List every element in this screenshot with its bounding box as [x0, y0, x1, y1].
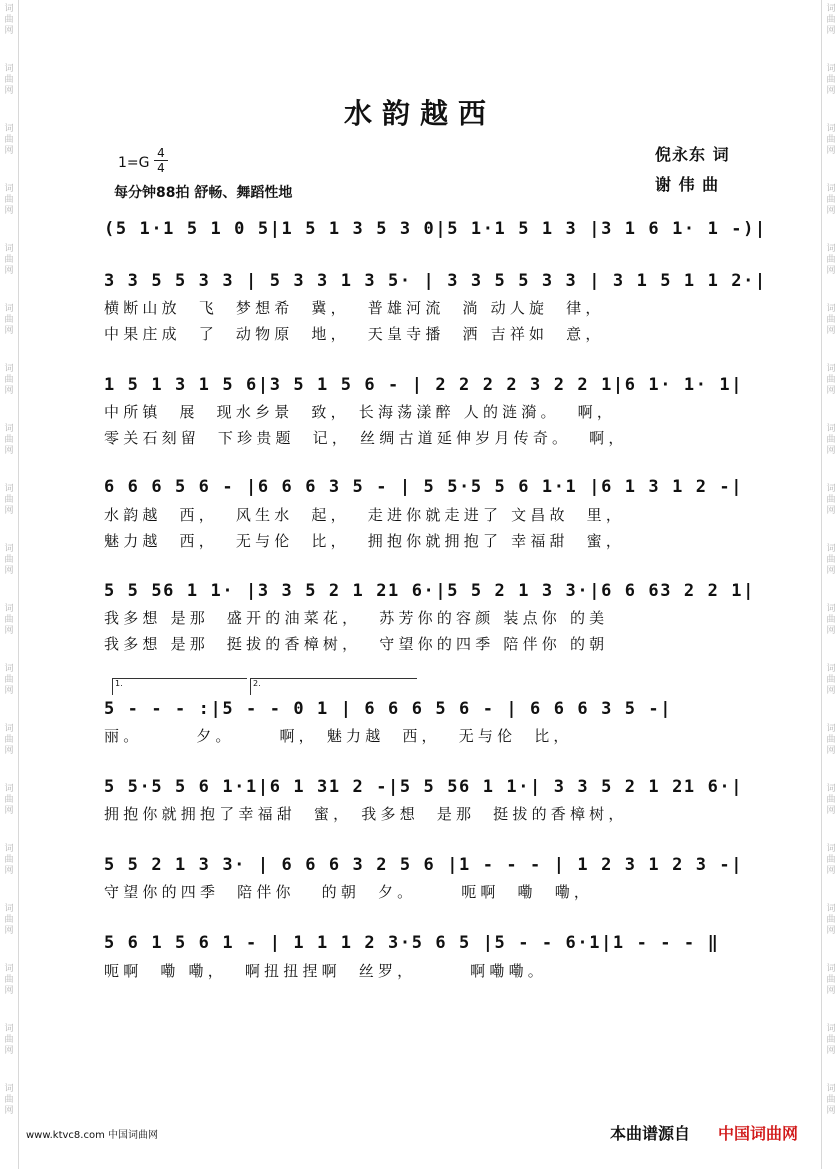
- score-line-3: 6 6 6 5 6 - |6 6 6 3 5 - | 5 5·5 5 6 1·1 |6 1 3 1 2 -|: [104, 477, 744, 497]
- watermark-mark: 词 曲 网: [826, 784, 836, 816]
- score-line-4: 5 5 56 1 1· |3 3 5 2 1 21 6·|5 5 2 1 3 3·|6 6 63 2 2 1|: [104, 581, 755, 601]
- tempo-marking: 每分钟88拍 舒畅、舞蹈性地: [114, 185, 293, 201]
- watermark-mark: 词 曲 网: [826, 124, 836, 156]
- watermark-mark: 词 曲 网: [826, 244, 836, 276]
- lyrics-line-2a: 中所镇 展 现水乡景 致， 长海荡漾醉 人的涟漪。 啊，: [104, 403, 617, 421]
- score-line-8: 5 6 1 5 6 1 - | 1 1 1 2 3·5 6 5 |5 - - 6·1|1 - - - ‖: [104, 933, 720, 953]
- score-intro: (5 1·1 5 1 0 5|1 5 1 3 5 3 0|5 1·1 5 1 3 |3 1 6 1· 1 -)|: [104, 219, 767, 239]
- footer-url: www.ktvc8.com 中国词曲网: [26, 1130, 159, 1141]
- watermark-mark: 词 曲 网: [4, 184, 14, 216]
- time-signature-bottom: 4: [157, 161, 165, 175]
- watermark-mark: 词 曲 网: [4, 724, 14, 756]
- lyrics-line-1a: 横断山放 飞 梦想希 冀， 普雄河流 淌 动人旋 律，: [104, 299, 605, 317]
- watermark-mark: 词 曲 网: [4, 784, 14, 816]
- watermark-mark: 词 曲 网: [826, 364, 836, 396]
- watermark-mark: 词 曲 网: [4, 364, 14, 396]
- watermark-mark: 词 曲 网: [826, 724, 836, 756]
- watermark-mark: 词 曲 网: [826, 304, 836, 336]
- watermark-mark: 词 曲 网: [4, 64, 14, 96]
- watermark-mark: 词 曲 网: [4, 964, 14, 996]
- score-line-1: 3 3 5 5 3 3 | 5 3 3 1 3 5· | 3 3 5 5 3 3 | 3 1 5 1 1 2·|: [104, 271, 767, 291]
- lyrics-line-4b: 我多想 是那 挺拔的香樟树， 守望你的四季 陪伴你 的朝: [104, 635, 609, 653]
- watermark-mark: 词 曲 网: [826, 1024, 836, 1056]
- lyrics-line-5: 丽。 夕。 啊， 魅力越 西， 无与伦 比，: [104, 727, 573, 745]
- lyrics-line-6: 拥抱你就拥抱了幸福甜 蜜， 我多想 是那 挺拔的香樟树，: [104, 805, 628, 823]
- score-line-7: 5 5 2 1 3 3· | 6 6 6 3 2 5 6 |1 - - - | 1 2 3 1 2 3 -|: [104, 855, 744, 875]
- watermark-mark: 词 曲 网: [4, 124, 14, 156]
- footer-source-label: 本曲谱源自: [610, 1124, 691, 1143]
- watermark-mark: 词 曲 网: [826, 544, 836, 576]
- watermark-mark: 词 曲 网: [826, 1084, 836, 1116]
- watermark-mark: 词 曲 网: [826, 964, 836, 996]
- watermark-mark: 词 曲 网: [4, 304, 14, 336]
- lyrics-line-3b: 魅力越 西， 无与伦 比， 拥抱你就拥抱了 幸福甜 蜜，: [104, 532, 626, 550]
- composer-credit: 谢 伟 曲: [655, 175, 720, 194]
- lyrics-line-4a: 我多想 是那 盛开的油菜花， 苏芳你的容颜 装点你 的美: [104, 609, 609, 627]
- watermark-mark: 词 曲 网: [4, 4, 14, 36]
- time-signature-top: 4: [154, 146, 168, 161]
- watermark-mark: 词 曲 网: [4, 1024, 14, 1056]
- watermark-mark: 词 曲 网: [4, 544, 14, 576]
- watermark-mark: 词 曲 网: [826, 64, 836, 96]
- lyricist-credit: 倪永东 词: [655, 145, 730, 164]
- watermark-mark: 词 曲 网: [4, 244, 14, 276]
- watermark-mark: 词 曲 网: [4, 424, 14, 456]
- watermark-mark: 词 曲 网: [826, 844, 836, 876]
- lyrics-line-7: 守望你的四季 陪伴你 的朝 夕。 呃啊 嘞 嘞，: [104, 883, 594, 901]
- watermark-mark: 词 曲 网: [826, 184, 836, 216]
- watermark-mark: 词 曲 网: [826, 664, 836, 696]
- watermark-mark: 词 曲 网: [4, 604, 14, 636]
- volta-bracket-2: 2.: [250, 678, 417, 695]
- right-watermark-rail: [821, 0, 840, 1169]
- watermark-mark: 词 曲 网: [826, 904, 836, 936]
- watermark-mark: 词 曲 网: [826, 424, 836, 456]
- lyrics-line-1b: 中果庄成 了 动物原 地， 天皇寺播 洒 吉祥如 意，: [104, 325, 605, 343]
- lyrics-line-2b: 零关石刻留 下珍贵题 记， 丝绸古道延伸岁月传奇。 啊，: [104, 429, 628, 447]
- score-line-6: 5 5·5 5 6 1·1|6 1 31 2 -|5 5 56 1 1·| 3 3 5 2 1 21 6·|: [104, 777, 744, 797]
- watermark-mark: 词 曲 网: [826, 4, 836, 36]
- score-line-2: 1 5 1 3 1 5 6|3 5 1 5 6 - | 2 2 2 2 3 2 2 1|6 1· 1· 1|: [104, 375, 744, 395]
- footer-brand: 中国词曲网: [718, 1124, 799, 1143]
- watermark-mark: 词 曲 网: [4, 664, 14, 696]
- lyrics-line-3a: 水韵越 西， 风生水 起， 走进你就走进了 文昌故 里，: [104, 506, 626, 524]
- watermark-mark: 词 曲 网: [826, 604, 836, 636]
- left-watermark-rail: [0, 0, 19, 1169]
- song-title: 水韵越西: [343, 97, 496, 130]
- key-signature: 1=G: [118, 155, 150, 171]
- lyrics-line-8: 呃啊 嘞 嘞， 啊扭扭捏啊 丝罗， 啊嘞嘞。: [104, 962, 547, 980]
- watermark-mark: 词 曲 网: [4, 484, 14, 516]
- volta-bracket-1: 1.: [112, 678, 247, 695]
- watermark-mark: 词 曲 网: [826, 484, 836, 516]
- watermark-mark: 词 曲 网: [4, 844, 14, 876]
- watermark-mark: 词 曲 网: [4, 904, 14, 936]
- time-signature: [154, 146, 168, 175]
- watermark-mark: 词 曲 网: [4, 1084, 14, 1116]
- score-line-5: 5 - - - :|5 - - 0 1 | 6 6 6 5 6 - | 6 6 6 3 5 -|: [104, 699, 673, 719]
